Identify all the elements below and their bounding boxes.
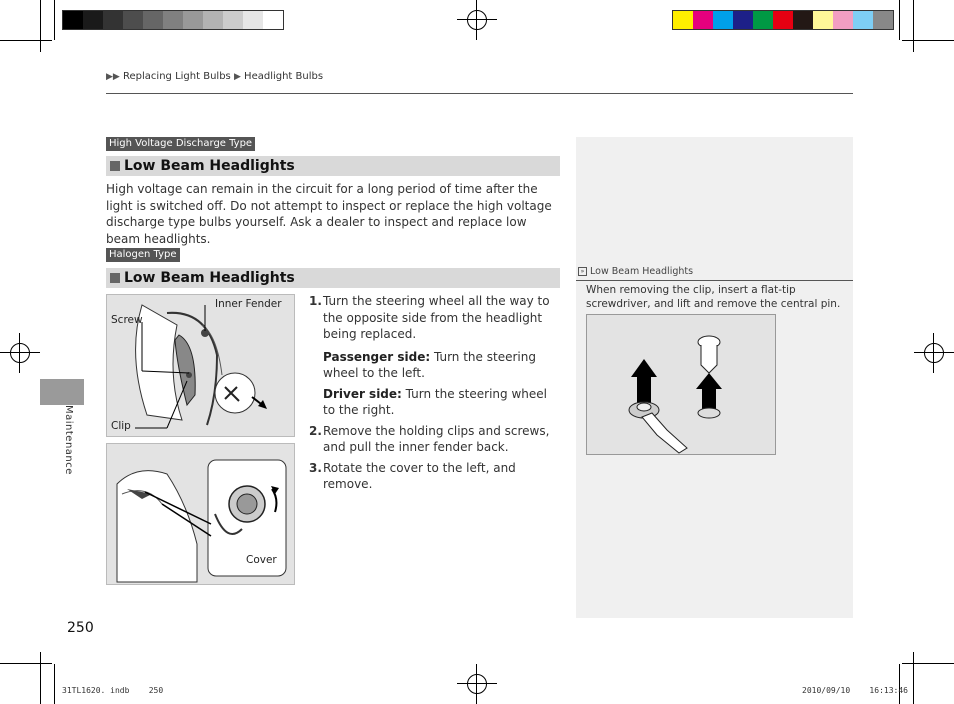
process-swatch [853,11,873,29]
section-heading [106,156,560,176]
step-subitem [309,386,559,419]
process-swatch [773,11,793,29]
section-tab-label: Maintenance [63,405,74,475]
sidebar-text: When removing the clip, insert a flat-tip screwdriver, and lift and remove the central pin. [586,284,841,310]
step-number: 1. [309,294,322,308]
sidebar-rule [576,280,853,281]
grayscale-swatch [163,11,183,29]
grayscale-color-bar [62,10,284,30]
process-swatch [713,11,733,29]
warning-paragraph: High voltage can remain in the circuit for a long period of time after the light is switched off. Do not attempt to inspect or replace the high voltage discharge type bulbs yourself. Ask a dealer to inspect and replace low beam headlights. [106,182,552,246]
cover-label: Cover [246,554,277,566]
process-swatch [693,11,713,29]
page-number: 250 [67,620,94,636]
breadcrumb-arrow-icon: ▶ [233,72,241,82]
crop-mark [0,663,52,664]
grayscale-swatch [223,11,243,29]
step-item [309,460,559,493]
crop-mark [40,0,41,52]
clip-illustration [587,315,775,454]
step-number: 2. [309,423,322,438]
footer-timestamp: 2010/09/10 16:13:46 [802,686,908,695]
process-color-bar [672,10,894,30]
breadcrumb-item[interactable]: Headlight Bulbs [244,71,324,82]
inner-fender-label: Inner Fender [215,298,282,310]
crop-mark [902,40,954,41]
process-swatch [873,11,893,29]
crop-mark [54,664,55,704]
crop-mark [0,40,52,41]
heading-square-icon [110,161,120,171]
process-swatch [813,11,833,29]
type-tag: Halogen Type [106,248,180,262]
header-rule [106,93,853,94]
step-subitem [309,349,559,382]
process-swatch [793,11,813,29]
grayscale-swatch [123,11,143,29]
registration-mark [457,0,497,40]
sidebar-title [578,266,693,277]
step-item [309,423,559,456]
grayscale-swatch [103,11,123,29]
breadcrumb [106,71,323,82]
step-sublabel: Passenger side: [323,349,431,364]
grayscale-swatch [263,11,283,29]
step-item [309,293,559,343]
process-swatch [673,11,693,29]
breadcrumb-item[interactable]: Replacing Light Bulbs [123,71,231,82]
grayscale-swatch [243,11,263,29]
step-number: 3. [309,460,322,475]
registration-mark [914,333,954,373]
grayscale-swatch [83,11,103,29]
step-text: Turn the steering wheel all the way to the opposite side from the headlight being replaced. [323,294,550,341]
section-tab[interactable] [40,379,84,405]
breadcrumb-arrow-icon: ▶▶ [106,72,120,82]
footer-file-info: 31TL1620. indb 250 [62,686,164,695]
clip-removal-figure [586,314,776,455]
crop-mark [913,0,914,52]
process-swatch [833,11,853,29]
step-text: Remove the holding clips and screws, and pull the inner fender back. [323,423,550,454]
step-sublabel: Driver side: [323,386,402,401]
registration-mark [457,664,497,704]
crop-mark [913,652,914,704]
section-heading [106,268,560,288]
crop-mark [902,663,954,664]
grayscale-swatch [183,11,203,29]
crop-mark [899,664,900,704]
crop-mark [899,0,900,40]
step-text: Rotate the cover to the left, and remove. [323,460,516,491]
process-swatch [733,11,753,29]
section-heading-text: Low Beam Headlights [124,270,295,286]
grayscale-swatch [63,11,83,29]
type-tag: High Voltage Discharge Type [106,137,255,151]
step-subtext: Turn the steering wheel to the left. [323,349,536,380]
step-list [309,293,559,493]
sidebar-title-text: Low Beam Headlights [590,266,694,277]
crop-mark [40,652,41,704]
clip-label: Clip [111,420,131,432]
sidebar-panel [576,137,853,618]
heading-square-icon [110,273,120,283]
step-subtext: Turn the steering wheel to the right. [323,386,547,417]
crop-mark [54,0,55,40]
grayscale-swatch [143,11,163,29]
process-swatch [753,11,773,29]
section-heading-text: Low Beam Headlights [124,158,295,174]
registration-mark [0,333,40,373]
reference-icon: » [578,267,587,276]
screw-label: Screw [111,314,143,326]
grayscale-swatch [203,11,223,29]
